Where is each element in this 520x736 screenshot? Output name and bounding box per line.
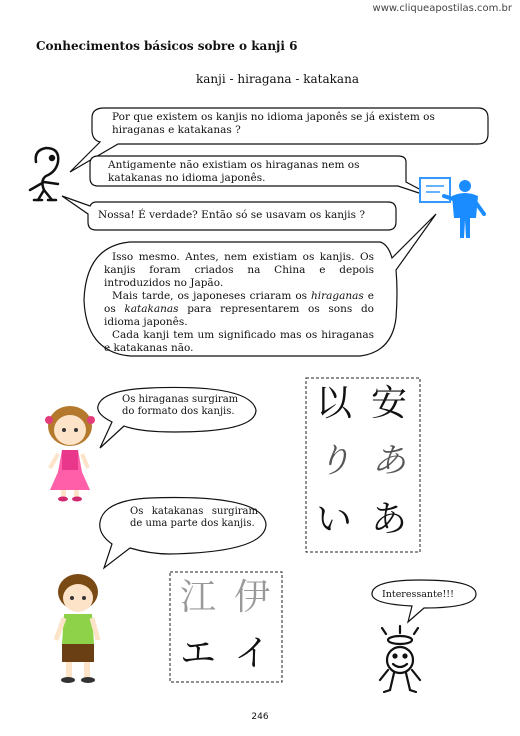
- katakana-box-katakana-1: エ: [179, 633, 216, 674]
- text-a1: Antigamente não existiam os hiraganas nem os katakanas no idioma japonês.: [108, 159, 360, 184]
- text-boy-bubble: Os katakanas surgiram de uma parte dos kanjis.: [130, 506, 258, 529]
- page-number: 246: [251, 712, 269, 722]
- girl-illustration: [45, 406, 95, 502]
- text-a2-line3: Cada kanji tem um significado mas os hiraganas e katakanas não.: [104, 329, 374, 354]
- hiragana-box-hiragana-2: あ: [370, 499, 407, 540]
- text-girl-bubble: Os hiraganas surgiram do formato dos kanjis.: [122, 394, 239, 417]
- hiragana-box-hiragana-1: い: [315, 499, 352, 540]
- text-a2-line1: Isso mesmo. Antes, nem existiam os kanjis. Os kanjis foram criados na China e depois introduzidos no Japão.: [104, 251, 374, 289]
- page-subtitle: kanji - hiragana - katakana: [196, 72, 359, 86]
- text-a2: [104, 251, 374, 355]
- text-q1: Por que existem os kanjis no idioma japonês se já existem os hiraganas e katakanas ?: [112, 111, 435, 136]
- hiragana-box-cursive-2: あ: [372, 441, 406, 481]
- katakana-box-kanji-2: 伊: [233, 577, 270, 618]
- speech-bubble-figure: [372, 580, 476, 622]
- hiragana-box-cursive-1: り: [317, 441, 351, 481]
- boy-illustration: [56, 574, 98, 683]
- text-a2-pre: Mais tarde, os japoneses criaram os: [112, 290, 312, 302]
- text-a2-line2: [104, 290, 374, 329]
- katakana-box-kanji-1: 江: [179, 577, 216, 618]
- text-q2: Nossa! É verdade? Então só se usavam os kanjis ?: [98, 209, 366, 221]
- page-title: Conhecimentos básicos sobre o kanji 6: [36, 39, 298, 53]
- text-figure-bubble: Interessante!!!: [382, 589, 454, 600]
- katakana-box-katakana-2: イ: [233, 633, 270, 674]
- text-a2-katakanas: katakanas: [124, 303, 179, 315]
- hiragana-box-kanji-1: 以: [315, 383, 352, 424]
- teacher-figure-icon: [420, 178, 484, 238]
- hiragana-box-kanji-2: 安: [370, 383, 407, 424]
- site-url: www.cliqueapostilas.com.br: [372, 3, 512, 14]
- question-figure-icon: [30, 148, 58, 200]
- text-a2-hiraganas: hiraganas: [311, 290, 364, 302]
- text-a2-mid: e os: [104, 290, 374, 315]
- halo-figure-icon: [380, 626, 420, 692]
- text-a2-post: para representarem os sons do idioma japonês.: [104, 303, 374, 328]
